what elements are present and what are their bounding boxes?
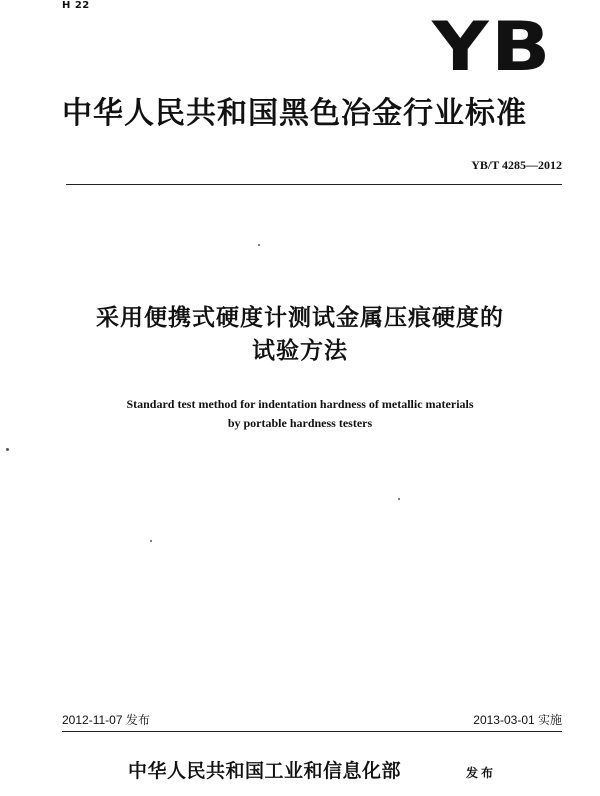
document-title-english bbox=[0, 395, 600, 433]
issuing-authority: 中华人民共和国工业和信息化部 bbox=[128, 760, 402, 782]
yb-logo: YB bbox=[432, 8, 553, 87]
issue-label: 发布 bbox=[466, 766, 497, 780]
header-divider bbox=[66, 184, 562, 185]
title-cn-line-2: 试验方法 bbox=[252, 338, 348, 365]
document-title-chinese bbox=[0, 302, 600, 369]
scan-speck bbox=[6, 448, 9, 451]
scan-speck bbox=[150, 540, 152, 542]
footer-divider bbox=[62, 731, 562, 732]
classification-code: H 22 bbox=[62, 0, 90, 11]
title-en-line-2: by portable hardness testers bbox=[227, 416, 373, 431]
title-en-line-1: Standard test method for indentation hardness of metallic materials bbox=[126, 397, 474, 411]
scan-speck bbox=[258, 244, 260, 246]
implementation-date: 2013-03-01 实施 bbox=[473, 713, 562, 727]
scan-speck bbox=[398, 498, 400, 500]
standard-number: YB/T 4285—2012 bbox=[471, 158, 562, 172]
standard-category-title: 中华人民共和国黑色冶金行业标准 bbox=[62, 96, 527, 131]
issue-date: 2012-11-07 发布 bbox=[62, 713, 150, 727]
title-cn-line-1: 采用便携式硬度计测试金属压痕硬度的 bbox=[96, 305, 504, 331]
